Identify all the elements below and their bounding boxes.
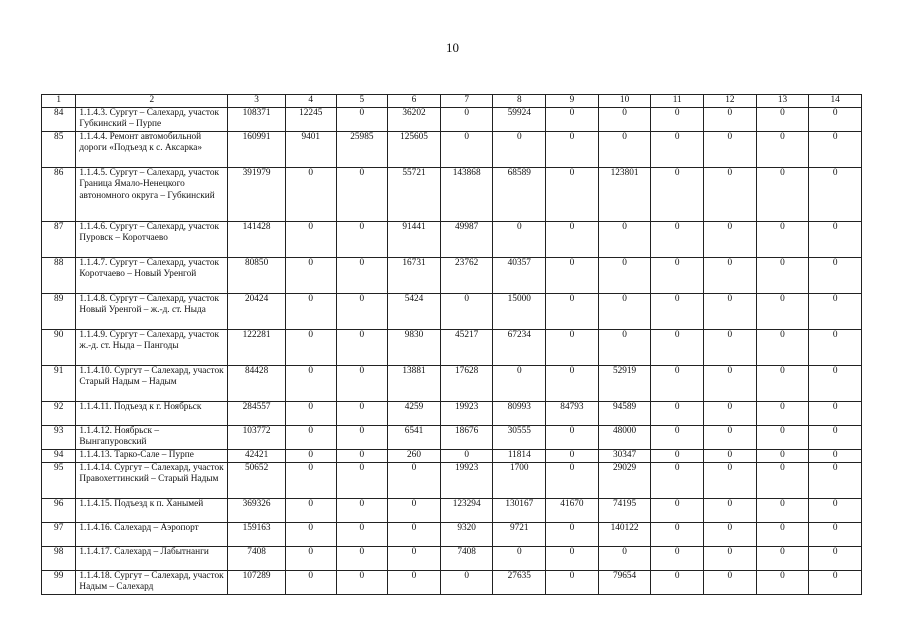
row-number-cell: 98 [42, 546, 76, 570]
value-cell: 0 [285, 401, 336, 425]
value-cell: 9401 [285, 131, 336, 167]
value-cell: 140122 [598, 522, 651, 546]
value-cell: 0 [598, 329, 651, 365]
value-cell: 67234 [493, 329, 546, 365]
column-header: 14 [809, 95, 862, 108]
value-cell: 0 [493, 546, 546, 570]
value-cell: 284557 [228, 401, 286, 425]
value-cell: 0 [809, 131, 862, 167]
value-cell: 0 [336, 425, 388, 449]
value-cell: 0 [756, 462, 809, 498]
value-cell: 0 [598, 107, 651, 131]
value-cell: 141428 [228, 221, 286, 257]
value-cell: 0 [285, 522, 336, 546]
value-cell: 0 [704, 107, 757, 131]
row-number-cell: 84 [42, 107, 76, 131]
value-cell: 0 [809, 167, 862, 221]
value-cell: 0 [546, 462, 599, 498]
value-cell: 23762 [440, 257, 493, 293]
value-cell: 42421 [228, 450, 286, 463]
value-cell: 0 [704, 167, 757, 221]
value-cell: 80993 [493, 401, 546, 425]
value-cell: 0 [809, 293, 862, 329]
table-row [42, 498, 862, 522]
value-cell: 5424 [388, 293, 441, 329]
value-cell: 0 [704, 401, 757, 425]
value-cell: 12245 [285, 107, 336, 131]
road-name-cell: 1.1.4.4. Ремонт автомобильной дороги «Подъезд к с. Аксарка» [76, 131, 228, 167]
value-cell: 0 [546, 257, 599, 293]
value-cell: 0 [809, 401, 862, 425]
value-cell: 0 [704, 293, 757, 329]
column-header: 9 [546, 95, 599, 108]
value-cell: 84428 [228, 365, 286, 401]
value-cell: 0 [336, 498, 388, 522]
value-cell: 0 [598, 221, 651, 257]
table-row [42, 450, 862, 463]
column-header: 4 [285, 95, 336, 108]
value-cell: 0 [651, 450, 704, 463]
value-cell: 0 [336, 546, 388, 570]
value-cell: 0 [336, 221, 388, 257]
row-number-cell: 95 [42, 462, 76, 498]
value-cell: 7408 [440, 546, 493, 570]
table-row [42, 293, 862, 329]
value-cell: 55721 [388, 167, 441, 221]
value-cell: 40357 [493, 257, 546, 293]
value-cell: 0 [704, 221, 757, 257]
table-row [42, 546, 862, 570]
value-cell: 11814 [493, 450, 546, 463]
value-cell: 16731 [388, 257, 441, 293]
road-name-cell: 1.1.4.14. Сургут – Салехард, участок Правохеттинский – Старый Надым [76, 462, 228, 498]
value-cell: 0 [809, 498, 862, 522]
table-row [42, 425, 862, 449]
value-cell: 0 [756, 425, 809, 449]
value-cell: 0 [285, 365, 336, 401]
value-cell: 0 [756, 450, 809, 463]
value-cell: 143868 [440, 167, 493, 221]
value-cell: 27635 [493, 570, 546, 594]
value-cell: 84793 [546, 401, 599, 425]
value-cell: 108371 [228, 107, 286, 131]
value-cell: 59924 [493, 107, 546, 131]
value-cell: 107289 [228, 570, 286, 594]
table-row [42, 131, 862, 167]
value-cell: 0 [598, 293, 651, 329]
value-cell: 0 [285, 450, 336, 463]
value-cell: 30347 [598, 450, 651, 463]
value-cell: 0 [809, 546, 862, 570]
value-cell: 48000 [598, 425, 651, 449]
value-cell: 0 [756, 365, 809, 401]
row-number-cell: 90 [42, 329, 76, 365]
value-cell: 0 [546, 546, 599, 570]
table-row [42, 570, 862, 594]
value-cell: 0 [493, 365, 546, 401]
value-cell: 0 [336, 107, 388, 131]
row-number-cell: 94 [42, 450, 76, 463]
road-name-cell: 1.1.4.11. Подъезд к г. Ноябрьск [76, 401, 228, 425]
value-cell: 0 [704, 546, 757, 570]
value-cell: 25985 [336, 131, 388, 167]
value-cell: 79654 [598, 570, 651, 594]
value-cell: 0 [493, 131, 546, 167]
road-name-cell: 1.1.4.18. Сургут – Салехард, участок Надым – Салехард [76, 570, 228, 594]
value-cell: 0 [756, 293, 809, 329]
value-cell: 125605 [388, 131, 441, 167]
value-cell: 0 [809, 365, 862, 401]
value-cell: 0 [809, 329, 862, 365]
value-cell: 74195 [598, 498, 651, 522]
value-cell: 0 [546, 107, 599, 131]
value-cell: 52919 [598, 365, 651, 401]
value-cell: 0 [651, 425, 704, 449]
value-cell: 0 [756, 167, 809, 221]
value-cell: 0 [336, 257, 388, 293]
road-name-cell: 1.1.4.17. Салехард – Лабытнанги [76, 546, 228, 570]
value-cell: 0 [546, 293, 599, 329]
value-cell: 0 [336, 293, 388, 329]
value-cell: 0 [809, 450, 862, 463]
value-cell: 0 [336, 329, 388, 365]
value-cell: 0 [546, 570, 599, 594]
table-body [42, 107, 862, 594]
value-cell: 160991 [228, 131, 286, 167]
column-header: 10 [598, 95, 651, 108]
table-row [42, 522, 862, 546]
value-cell: 0 [704, 131, 757, 167]
value-cell: 41670 [546, 498, 599, 522]
value-cell: 45217 [440, 329, 493, 365]
value-cell: 0 [285, 167, 336, 221]
value-cell: 0 [388, 570, 441, 594]
value-cell: 30555 [493, 425, 546, 449]
road-name-cell: 1.1.4.10. Сургут – Салехард, участок Старый Надым – Надым [76, 365, 228, 401]
row-number-cell: 99 [42, 570, 76, 594]
value-cell: 0 [388, 462, 441, 498]
value-cell: 0 [598, 546, 651, 570]
value-cell: 369326 [228, 498, 286, 522]
value-cell: 0 [651, 498, 704, 522]
value-cell: 0 [440, 450, 493, 463]
value-cell: 0 [336, 522, 388, 546]
value-cell: 260 [388, 450, 441, 463]
value-cell: 0 [651, 462, 704, 498]
value-cell: 0 [756, 570, 809, 594]
column-header: 3 [228, 95, 286, 108]
value-cell: 159163 [228, 522, 286, 546]
value-cell: 0 [285, 329, 336, 365]
value-cell: 103772 [228, 425, 286, 449]
row-number-cell: 91 [42, 365, 76, 401]
value-cell: 0 [651, 401, 704, 425]
value-cell: 0 [704, 425, 757, 449]
value-cell: 0 [546, 425, 599, 449]
value-cell: 68589 [493, 167, 546, 221]
table-row [42, 221, 862, 257]
value-cell: 9320 [440, 522, 493, 546]
column-header: 8 [493, 95, 546, 108]
value-cell: 18676 [440, 425, 493, 449]
column-header: 2 [76, 95, 228, 108]
value-cell: 130167 [493, 498, 546, 522]
value-cell: 19923 [440, 401, 493, 425]
value-cell: 0 [285, 498, 336, 522]
value-cell: 0 [598, 257, 651, 293]
column-header: 12 [704, 95, 757, 108]
row-number-cell: 92 [42, 401, 76, 425]
value-cell: 91441 [388, 221, 441, 257]
value-cell: 122281 [228, 329, 286, 365]
value-cell: 0 [546, 131, 599, 167]
road-name-cell: 1.1.4.15. Подъезд к п. Ханымей [76, 498, 228, 522]
value-cell: 0 [336, 365, 388, 401]
value-cell: 0 [651, 107, 704, 131]
value-cell: 0 [756, 546, 809, 570]
column-header: 5 [336, 95, 388, 108]
row-number-cell: 87 [42, 221, 76, 257]
value-cell: 0 [809, 570, 862, 594]
value-cell: 0 [756, 329, 809, 365]
value-cell: 0 [704, 257, 757, 293]
value-cell: 0 [704, 570, 757, 594]
value-cell: 0 [756, 498, 809, 522]
value-cell: 0 [285, 293, 336, 329]
value-cell: 0 [285, 425, 336, 449]
table-row [42, 107, 862, 131]
value-cell: 0 [651, 221, 704, 257]
table-row [42, 329, 862, 365]
header-row [42, 95, 862, 108]
row-number-cell: 89 [42, 293, 76, 329]
value-cell: 0 [756, 522, 809, 546]
table-row [42, 401, 862, 425]
value-cell: 391979 [228, 167, 286, 221]
row-number-cell: 97 [42, 522, 76, 546]
road-name-cell: 1.1.4.13. Тарко-Сале – Пурпе [76, 450, 228, 463]
column-header: 7 [440, 95, 493, 108]
value-cell: 0 [651, 546, 704, 570]
value-cell: 0 [546, 329, 599, 365]
value-cell: 50652 [228, 462, 286, 498]
value-cell: 0 [704, 450, 757, 463]
table-row [42, 167, 862, 221]
value-cell: 0 [546, 450, 599, 463]
value-cell: 0 [285, 221, 336, 257]
value-cell: 0 [704, 462, 757, 498]
value-cell: 20424 [228, 293, 286, 329]
data-table [41, 94, 862, 595]
row-number-cell: 86 [42, 167, 76, 221]
value-cell: 0 [285, 546, 336, 570]
page-number: 10 [446, 40, 459, 55]
value-cell: 0 [388, 522, 441, 546]
column-header: 11 [651, 95, 704, 108]
value-cell: 0 [546, 365, 599, 401]
value-cell: 0 [440, 131, 493, 167]
value-cell: 0 [809, 425, 862, 449]
value-cell: 0 [285, 462, 336, 498]
value-cell: 0 [651, 365, 704, 401]
table-row [42, 257, 862, 293]
column-header: 6 [388, 95, 441, 108]
row-number-cell: 93 [42, 425, 76, 449]
value-cell: 0 [651, 167, 704, 221]
value-cell: 0 [546, 522, 599, 546]
value-cell: 0 [704, 498, 757, 522]
row-number-cell: 88 [42, 257, 76, 293]
value-cell: 0 [336, 462, 388, 498]
value-cell: 9721 [493, 522, 546, 546]
value-cell: 9830 [388, 329, 441, 365]
value-cell: 0 [809, 221, 862, 257]
value-cell: 0 [546, 221, 599, 257]
value-cell: 49987 [440, 221, 493, 257]
value-cell: 0 [809, 522, 862, 546]
road-name-cell: 1.1.4.8. Сургут – Салехард, участок Новый Уренгой – ж.-д. ст. Ныда [76, 293, 228, 329]
value-cell: 123294 [440, 498, 493, 522]
value-cell: 15000 [493, 293, 546, 329]
value-cell: 0 [651, 131, 704, 167]
value-cell: 0 [809, 107, 862, 131]
value-cell: 0 [440, 570, 493, 594]
value-cell: 6541 [388, 425, 441, 449]
value-cell: 0 [651, 570, 704, 594]
value-cell: 29029 [598, 462, 651, 498]
road-name-cell: 1.1.4.6. Сургут – Салехард, участок Пуровск – Коротчаево [76, 221, 228, 257]
value-cell: 0 [440, 293, 493, 329]
value-cell: 0 [756, 401, 809, 425]
value-cell: 0 [756, 257, 809, 293]
value-cell: 4259 [388, 401, 441, 425]
row-number-cell: 85 [42, 131, 76, 167]
row-number-cell: 96 [42, 498, 76, 522]
value-cell: 0 [704, 522, 757, 546]
value-cell: 0 [440, 107, 493, 131]
value-cell: 0 [388, 546, 441, 570]
value-cell: 19923 [440, 462, 493, 498]
value-cell: 0 [546, 167, 599, 221]
table-row [42, 365, 862, 401]
value-cell: 1700 [493, 462, 546, 498]
value-cell: 7408 [228, 546, 286, 570]
column-header: 1 [42, 95, 76, 108]
road-name-cell: 1.1.4.3. Сургут – Салехард, участок Губкинский – Пурпе [76, 107, 228, 131]
value-cell: 0 [651, 257, 704, 293]
value-cell: 0 [598, 131, 651, 167]
road-name-cell: 1.1.4.5. Сургут – Салехард, участок Граница Ямало-Ненецкого автономного округа – Губкинский [76, 167, 228, 221]
value-cell: 0 [388, 498, 441, 522]
road-name-cell: 1.1.4.12. Ноябрьск – Вынгапуровский [76, 425, 228, 449]
value-cell: 13881 [388, 365, 441, 401]
column-header: 13 [756, 95, 809, 108]
value-cell: 94589 [598, 401, 651, 425]
value-cell: 80850 [228, 257, 286, 293]
value-cell: 0 [704, 329, 757, 365]
value-cell: 0 [756, 131, 809, 167]
value-cell: 0 [285, 570, 336, 594]
value-cell: 0 [336, 570, 388, 594]
road-name-cell: 1.1.4.16. Салехард – Аэропорт [76, 522, 228, 546]
value-cell: 0 [756, 221, 809, 257]
road-name-cell: 1.1.4.7. Сургут – Салехард, участок Коротчаево – Новый Уренгой [76, 257, 228, 293]
value-cell: 0 [756, 107, 809, 131]
value-cell: 123801 [598, 167, 651, 221]
value-cell: 0 [285, 257, 336, 293]
value-cell: 0 [704, 365, 757, 401]
value-cell: 0 [493, 221, 546, 257]
value-cell: 17628 [440, 365, 493, 401]
table-row [42, 462, 862, 498]
value-cell: 0 [809, 257, 862, 293]
value-cell: 0 [651, 329, 704, 365]
value-cell: 0 [336, 450, 388, 463]
value-cell: 0 [336, 401, 388, 425]
value-cell: 0 [336, 167, 388, 221]
value-cell: 36202 [388, 107, 441, 131]
road-name-cell: 1.1.4.9. Сургут – Салехард, участок ж.-д. ст. Ныда – Пангоды [76, 329, 228, 365]
value-cell: 0 [809, 462, 862, 498]
value-cell: 0 [651, 522, 704, 546]
value-cell: 0 [651, 293, 704, 329]
